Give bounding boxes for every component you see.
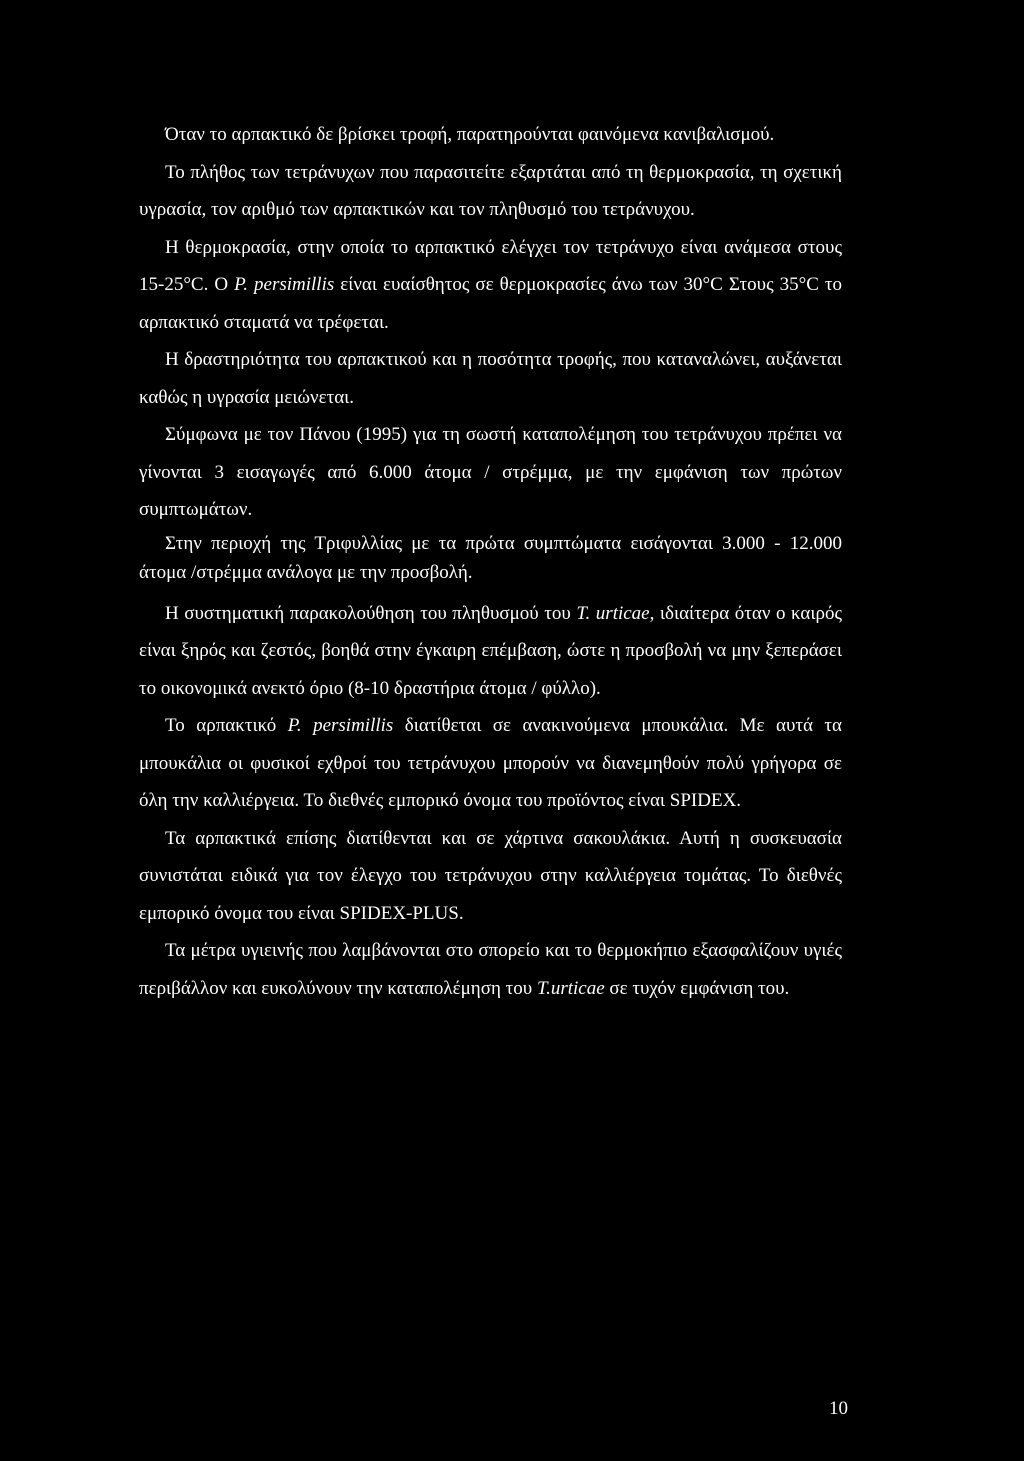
paragraph-population-factors: Το πλήθος των τετράνυχων που παρασιτείτε εξαρτάται από τη θερμοκρασία, τη σχετική υγρασία, τον αριθμό των αρπακτικών και τον πληθυσμό του τετράνυχου. (139, 161, 842, 220)
paragraph-releases-panou: Σύμφωνα με τον Πάνου (1995) για τη σωστή καταπολέμηση του τετράνυχου πρέπει να γίνονται 3 εισαγωγές από 6.000 άτομα / στρέμμα, με την εμφάνιση των πρώτων συμπτωμάτων. (139, 424, 842, 520)
monitoring-text-start: Η συστηματική παρακολούθηση του πληθυσμού του (165, 602, 577, 624)
hygiene-text-start: Τα μέτρα υγιεινής που λαμβάνονται στο σπορείο και το θερμοκήπιο εξασφαλίζουν υγιές περιβάλλον και ευκολύνουν την καταπολέμηση του (139, 940, 842, 999)
paragraph-activity-humidity: Η δραστηριότητα του αρπακτικού και η ποσότητα τροφής, που καταναλώνει, αυξάνεται καθώς η υγρασία μειώνεται. (139, 349, 842, 408)
paragraph-spidex-plus: Τα αρπακτικά επίσης διατίθενται και σε χάρτινα σακουλάκια. Αυτή η συσκευασία συνιστάται ειδικά για τον έλεγχο του τετράνυχου στην καλλιέργεια τομάτας. Το διεθνές εμπορικό όνομα του είναι SPIDEX-PLUS. (139, 827, 842, 924)
monitoring-text-end: , ιδιαίτερα όταν ο καιρός είναι ξηρός και ζεστός, βοηθά στην έγκαιρη επέμβαση, ώστε η προσβολή να μην ξεπεράσει το οικονομικά ανεκτό όριο (8-10 δραστήρια άτομα / φύλλο). (139, 602, 843, 699)
temperature-text-end: είναι ευαίσθητος σε θερμοκρασίες άνω των 30°C Στους 35°C το αρπακτικό σταματά να τρέφεται. (139, 274, 843, 333)
paragraph-trifylia: Στην περιοχή της Τριφυλλίας με τα πρώτα συμπτώματα εισάγονται 3.000 - 12.000 άτομα /στρέμμα ανάλογα με την προσβολή. (139, 532, 842, 583)
paragraph-temperature (139, 229, 842, 342)
body-text (139, 116, 842, 1007)
species-name-persimillis-2: P. persimillis (287, 715, 394, 736)
species-name-persimillis: P. persimillis (234, 274, 335, 295)
paragraph-cannibalism: Όταν το αρπακτικό δε βρίσκει τροφή, παρατηρούνται φαινόμενα κανιβαλισμού. (165, 124, 775, 145)
page-number: 10 (829, 1398, 848, 1419)
hygiene-text-end: σε τυχόν εμφάνιση του. (604, 977, 790, 999)
species-name-urticae-2: T.urticae (536, 977, 605, 999)
temperature-text-start: Η θερμοκρασία, στην οποία το αρπακτικό ελέγχει τον τετράνυχο είναι ανάμεσα στους 15-25°C. Ο (139, 236, 842, 295)
spidex-text-start: Το αρπακτικό (165, 715, 288, 736)
paragraph-hygiene (139, 932, 842, 1007)
paragraph-monitoring (139, 595, 842, 708)
paragraph-spidex-bottles (139, 707, 842, 820)
species-name-urticae: T. urticae (576, 602, 650, 624)
spidex-text-end: διατίθεται σε ανακινούμενα μπουκάλια. Με αυτά τα μπουκάλια οι φυσικοί εχθροί του τετράνυχου μπορούν να διανεμηθούν πολύ γρήγορα σε όλη την καλλιέργεια. Το διεθνές εμπορικό όνομα του προϊόντος είναι SPIDEX. (139, 715, 843, 811)
